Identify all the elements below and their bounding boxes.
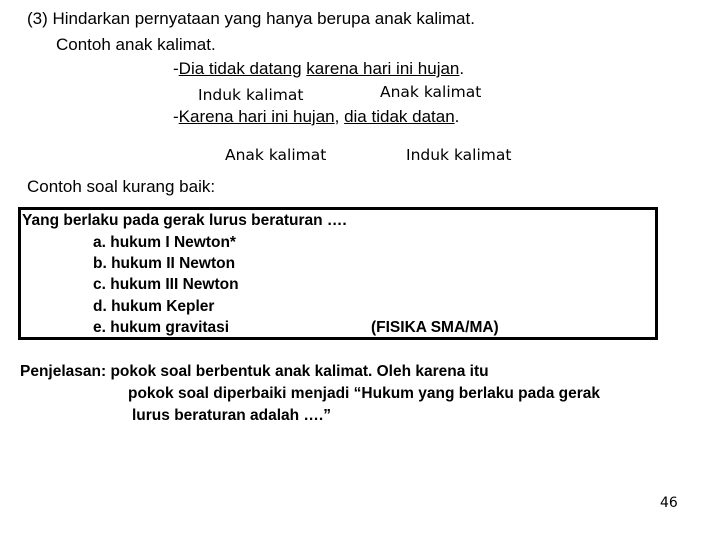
label-induk-kalimat-2: Induk kalimat <box>406 146 512 164</box>
example-heading: Contoh anak kalimat. <box>56 35 216 54</box>
label-anak-kalimat: Anak kalimat <box>380 83 482 101</box>
main-clause: dia tidak datan <box>344 107 455 126</box>
label-anak-kalimat-2: Anak kalimat <box>225 146 327 164</box>
example-sentence-2 <box>173 107 459 127</box>
subordinate-clause: karena hari ini hujan <box>306 59 460 78</box>
option-e: e. hukum gravitasi <box>93 319 230 336</box>
main-clause: Dia tidak datang <box>178 59 302 78</box>
page-number: 46 <box>660 495 678 511</box>
sentence-end: . <box>459 59 465 78</box>
question-source: (FISIKA SMA/MA) <box>371 319 499 336</box>
subordinate-clause: Karena hari ini hujan <box>178 107 335 126</box>
explanation-line-3: lurus beraturan adalah ….” <box>132 407 331 424</box>
question-stem: Yang berlaku pada gerak lurus beraturan …. <box>22 212 347 229</box>
sentence-dash: - <box>173 107 179 126</box>
explanation-line-1: Penjelasan: pokok soal berbentuk anak kalimat. Oleh karena itu <box>20 363 489 380</box>
example-sentence-1 <box>173 59 464 79</box>
sentence-end: . <box>454 107 460 126</box>
sentence-separator: , <box>334 107 345 126</box>
option-c: c. hukum III Newton <box>93 276 239 293</box>
sentence-dash: - <box>173 59 179 78</box>
section-heading: (3) Hindarkan pernyataan yang hanya berupa anak kalimat. <box>27 9 475 28</box>
label-induk-kalimat: Induk kalimat <box>198 86 304 104</box>
bad-example-heading: Contoh soal kurang baik: <box>27 177 216 196</box>
option-b: b. hukum II Newton <box>93 255 236 272</box>
explanation-line-2: pokok soal diperbaiki menjadi “Hukum yang berlaku pada gerak <box>128 385 601 402</box>
option-a: a. hukum I Newton* <box>93 234 236 251</box>
option-d: d. hukum Kepler <box>93 298 215 315</box>
